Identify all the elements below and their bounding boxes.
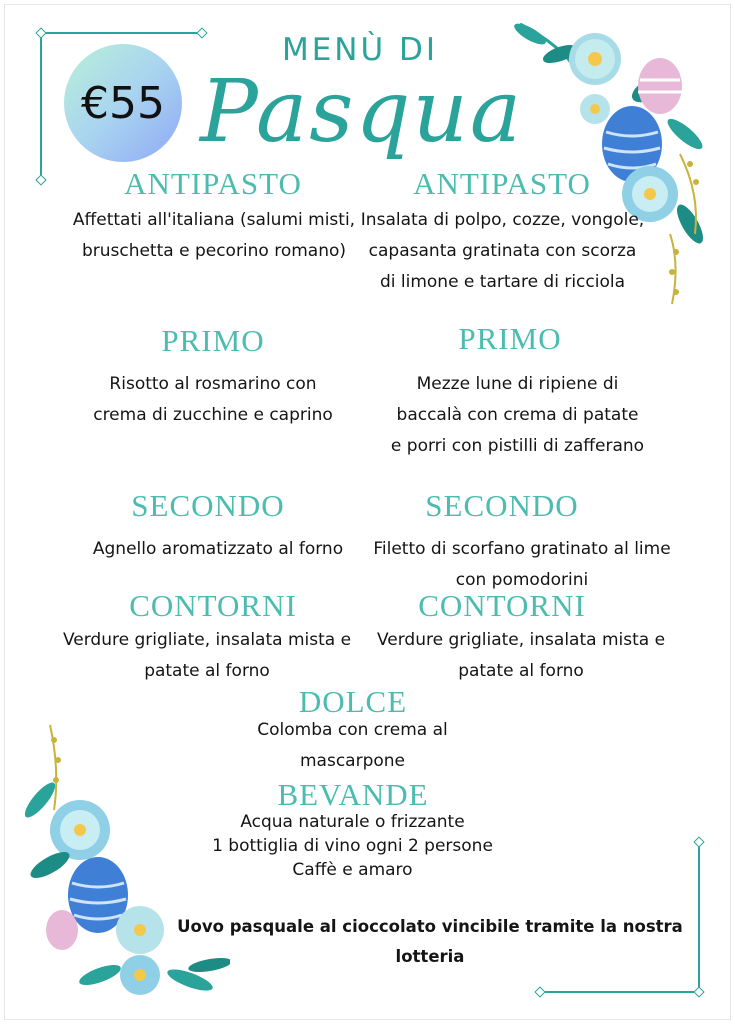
corner-line-bottom [540,991,700,993]
left-secondo-heading: SECONDO [131,488,285,523]
bevande-line-2: 1 bottiglia di vino ogni 2 persone [212,836,493,856]
left-contorni-text: Verdure grigliate, insalata mista e patate al forno [62,630,352,681]
bevande-line-3: Caffè e amaro [292,860,413,880]
right-antipasto-heading: ANTIPASTO [413,166,591,201]
menu-title-top: MENÙ DI [281,32,439,68]
left-antipasto-text: Affettati all'italiana (salumi misti, bruschetta e pecorino romano) [72,210,356,261]
right-contorni-heading: CONTORNI [418,588,586,623]
menu-title-main: Pasqua [200,62,524,162]
corner-line-left [40,32,42,180]
right-secondo-text: Filetto di scorfano gratinato al lime con pomodorini [373,539,671,590]
bevande-line-1: Acqua naturale o frizzante [240,812,465,832]
bevande-heading: BEVANDE [277,777,429,812]
corner-line-right [698,842,700,992]
dolce-text: Colomba con crema al mascarpone [257,720,448,771]
left-antipasto-heading: ANTIPASTO [124,166,302,201]
left-primo-heading: PRIMO [161,323,265,358]
right-primo-text: Mezze lune di ripiene di baccalà con crema di patate e porri con pistilli di zafferano [390,374,645,456]
right-secondo-heading: SECONDO [425,488,579,523]
left-primo-text: Risotto al rosmarino con crema di zucchine e caprino [93,374,333,425]
left-secondo-text: Agnello aromatizzato al forno [92,539,344,559]
right-contorni-text: Verdure grigliate, insalata mista e patate al forno [376,630,666,681]
lottery-note: Uovo pasquale al cioccolato vincibile tramite la nostra lotteria [177,917,683,966]
left-contorni-heading: CONTORNI [129,588,297,623]
right-primo-heading: PRIMO [458,321,562,356]
price-badge: €55 [64,44,182,162]
corner-line-top [40,32,202,34]
dolce-heading: DOLCE [298,684,408,719]
right-antipasto-text: Insalata di polpo, cozze, vongole, capasanta gratinata con scorza di limone e tartare di ricciola [360,210,645,292]
